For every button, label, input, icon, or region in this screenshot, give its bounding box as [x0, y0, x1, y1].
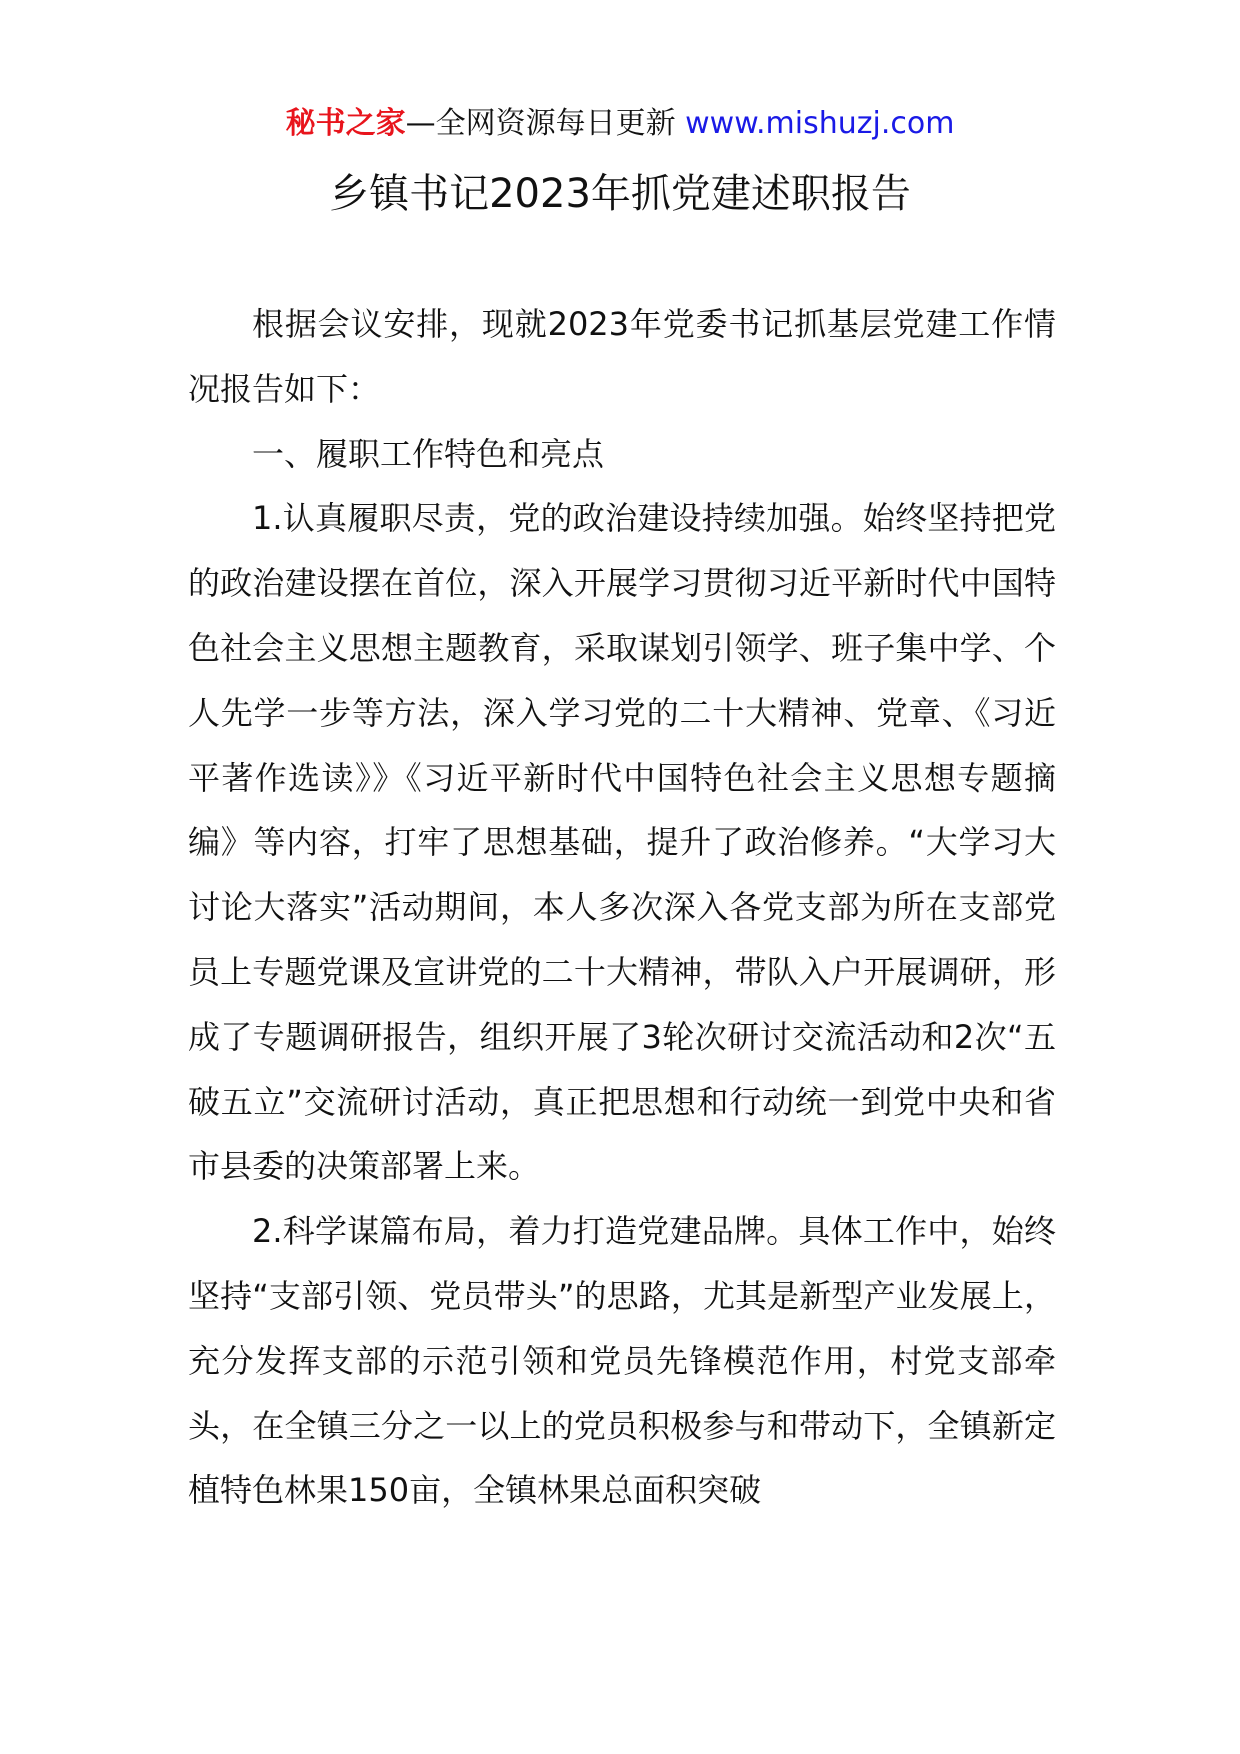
website-link[interactable]: www.mishuzj.com: [685, 106, 955, 141]
header-banner: [0, 104, 1240, 144]
section-heading: 一、履职工作特色和亮点: [252, 434, 605, 473]
intro-paragraph: 根据会议安排，现就2023年党委书记抓基层党建工作情况报告如下：: [188, 305, 1056, 408]
document-title: 乡镇书记2023年抓党建述职报告: [329, 171, 911, 217]
body-paragraph-1: 1.认真履职尽责，党的政治建设持续加强。始终坚持把党的政治建设摆在首位，深入开展学习贯彻习近平新时代中国特色社会主义思想主题教育，采取谋划引领学、班子集中学、个人先学一步等方法，深入学习党的二十大精神、党章、《习近平著作选读》》《习近平新时代中国特色社会主义思想专题摘编》等内容，打牢了思想基础，提升了政治修养。“大学习大讨论大落实”活动期间，本人多次深入各党支部为所在支部党员上专题党课及宣讲党的二十大精神，带队入户开展调研，形成了专题调研报告，组织开展了3轮次研讨交流活动和2次“五破五立”交流研讨活动，真正把思想和行动统一到党中央和省市县委的决策部署上来。: [188, 499, 1056, 1186]
banner-tagline: —全网资源每日更新: [405, 106, 686, 141]
document-body: [188, 292, 1056, 1523]
body-paragraph-2: 2.科学谋篇布局，着力打造党建品牌。具体工作中，始终坚持“支部引领、党员带头”的思路，尤其是新型产业发展上，充分发挥支部的示范引领和党员先锋模范作用，村党支部牵头，在全镇三分之一以上的党员积极参与和带动下，全镇新定植特色林果150亩，全镇林果总面积突破: [188, 1212, 1056, 1510]
brand-name: 秘书之家: [285, 106, 406, 141]
